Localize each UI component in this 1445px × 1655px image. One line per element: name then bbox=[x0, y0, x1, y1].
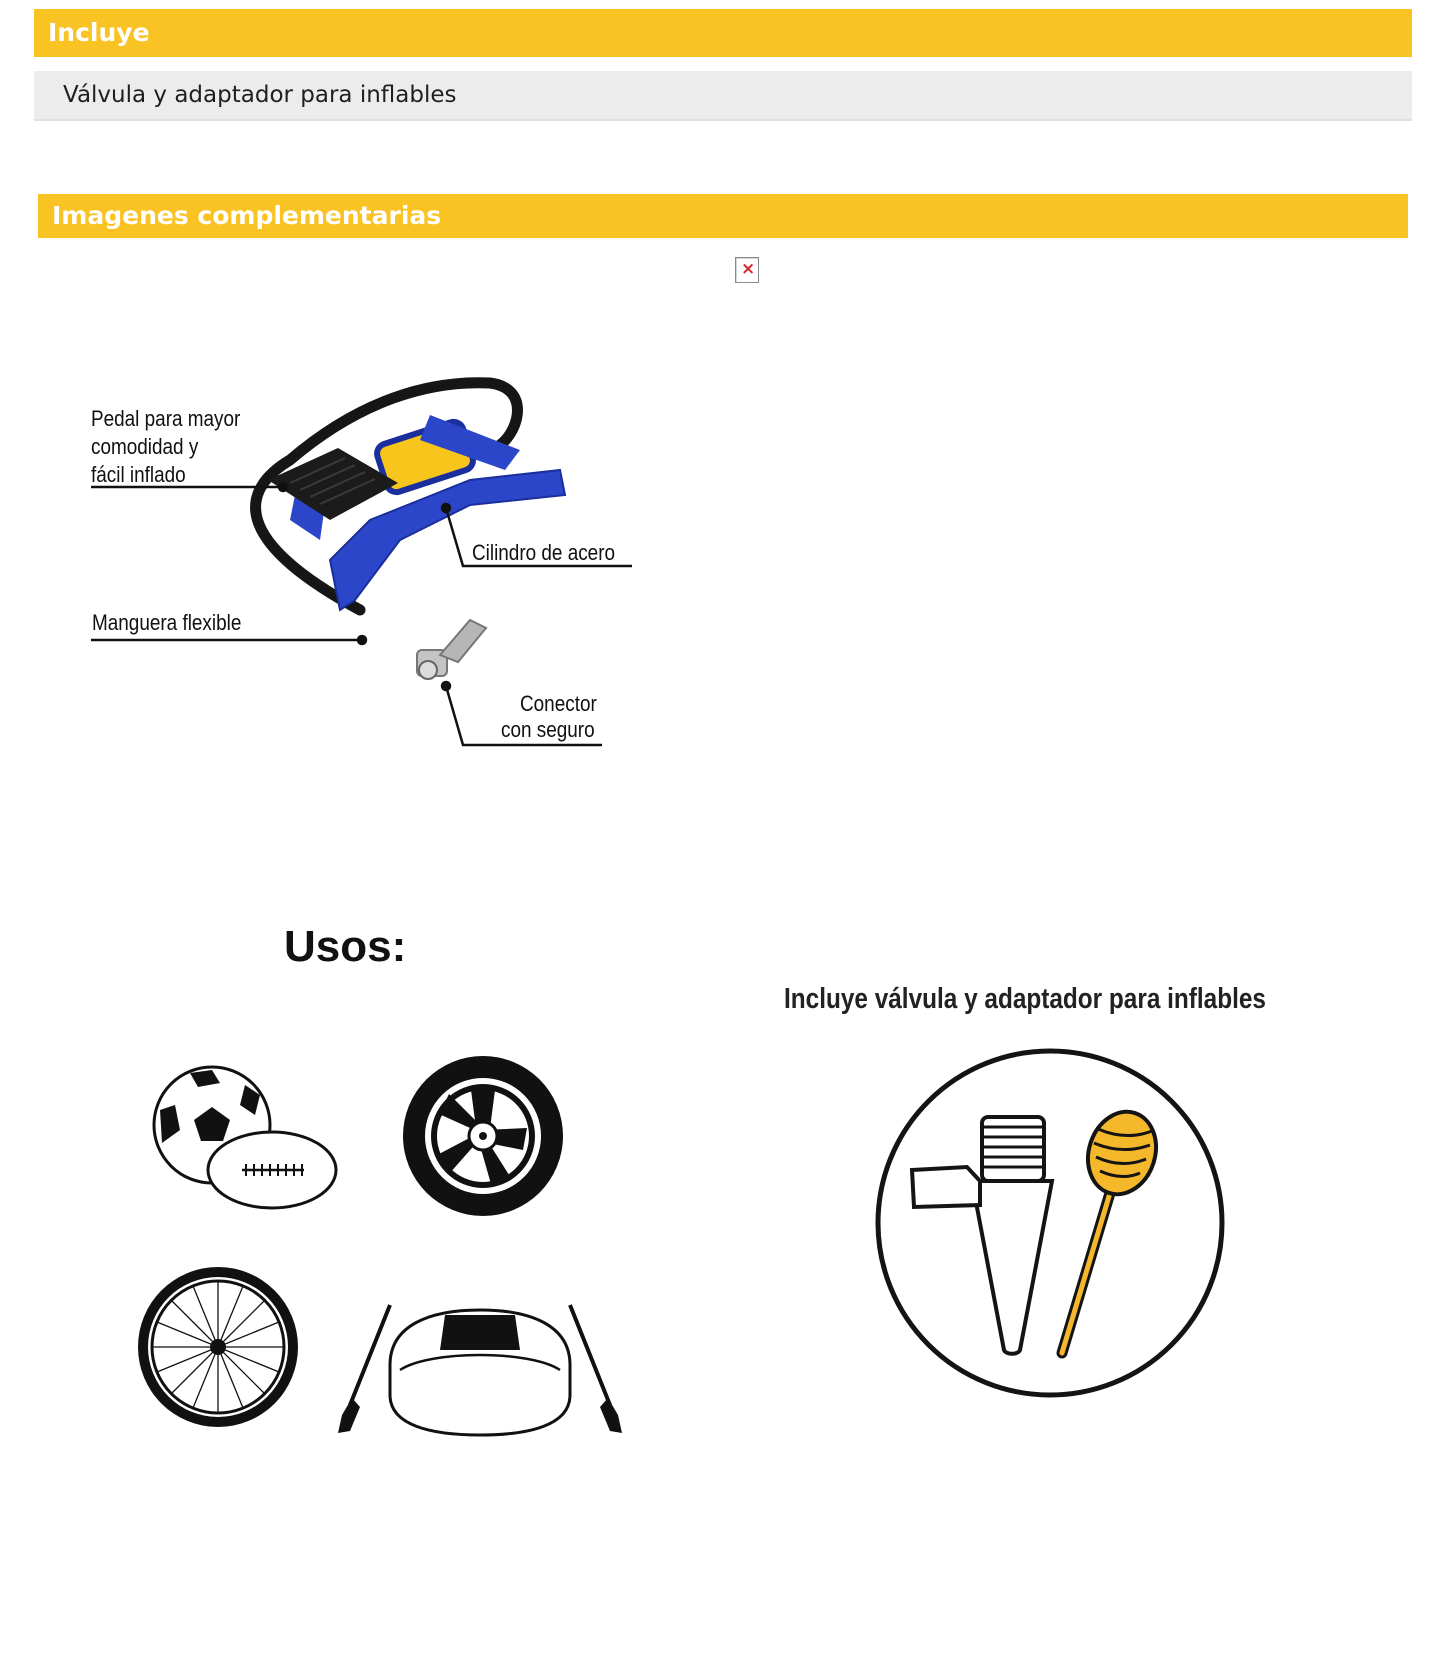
car-tire-icon bbox=[401, 1054, 571, 1224]
pump-label-manguera: Manguera flexible bbox=[92, 610, 242, 635]
accessories-icon bbox=[872, 1045, 1232, 1405]
section-header-incluye: Incluye bbox=[34, 9, 1412, 57]
inflatable-boat-icon bbox=[330, 1295, 620, 1445]
pump-label-conector-1: Conector bbox=[520, 691, 597, 716]
broken-image-glyph: × bbox=[741, 259, 756, 279]
section-header-imagenes: Imagenes complementarias bbox=[38, 194, 1408, 238]
balls-icon bbox=[150, 1065, 350, 1215]
pump-label-pedal-2: comodidad y bbox=[91, 434, 199, 459]
bicycle-wheel-icon bbox=[136, 1265, 306, 1435]
usos-title: Usos: bbox=[284, 922, 407, 971]
includes-item-row: Válvula y adaptador para inflables bbox=[34, 71, 1412, 121]
pump-label-cilindro: Cilindro de acero bbox=[472, 540, 616, 565]
pump-label-pedal-3: fácil inflado bbox=[91, 462, 186, 487]
pump-label-conector-2: con seguro bbox=[501, 717, 595, 742]
accessories-caption: Incluye válvula y adaptador para inflables bbox=[784, 983, 1266, 1015]
pump-label-pedal-1: Pedal para mayor bbox=[91, 406, 241, 431]
